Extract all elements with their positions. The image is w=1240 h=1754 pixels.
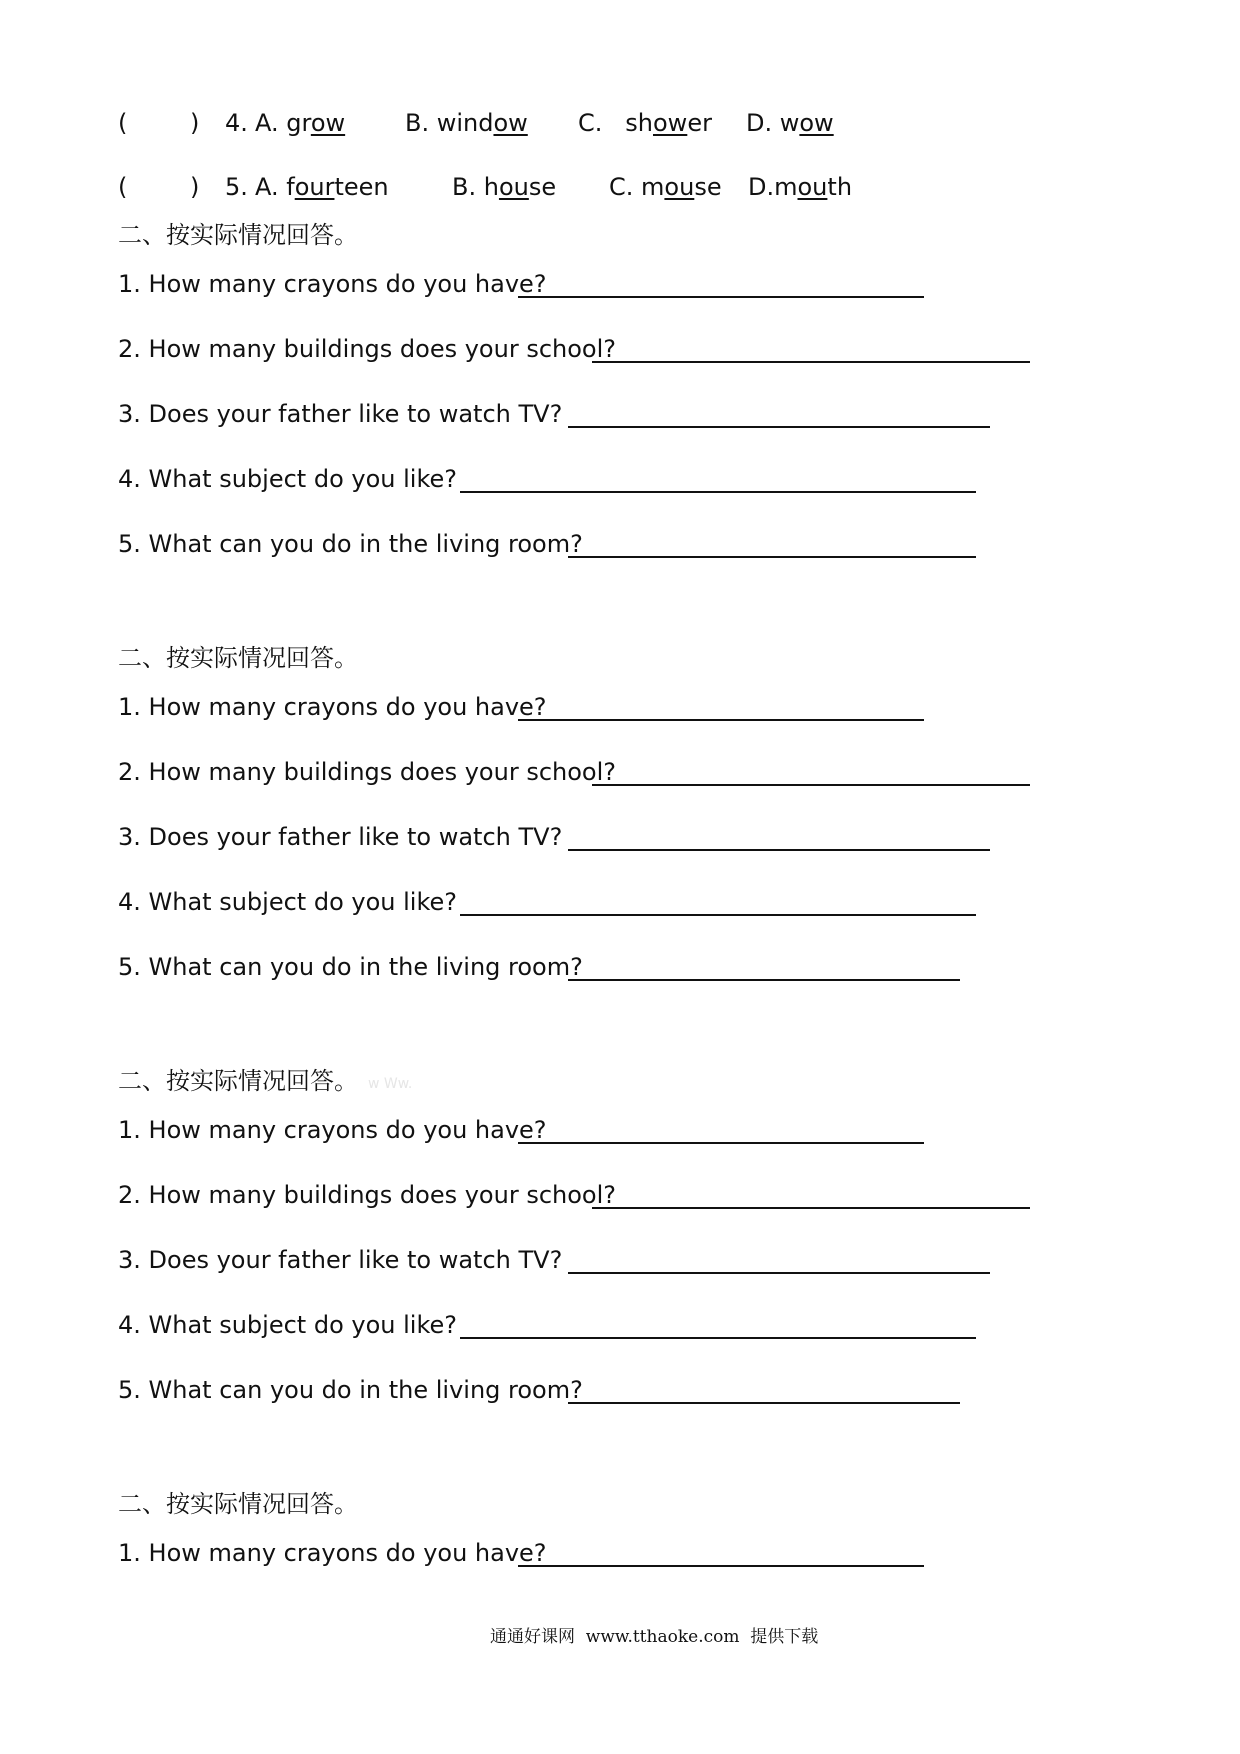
answer-line[interactable] (592, 1207, 1030, 1209)
question-text: 4. What subject do you like? (118, 888, 457, 916)
footer-credit: 通通好课网 www.tthaoke.com 提供下载 (490, 1627, 819, 1647)
section-heading: 二、按实际情况回答。 (118, 1067, 358, 1095)
answer-bracket-close: ) (190, 173, 200, 201)
option-d: D.mouth (748, 173, 853, 201)
answer-bracket-open: ( (118, 173, 128, 201)
section-heading: 二、按实际情况回答。 (118, 644, 358, 672)
question-text: 5. What can you do in the living room? (118, 953, 583, 981)
answer-line[interactable] (518, 1565, 924, 1567)
question-text: 1. How many crayons do you have? (118, 270, 547, 298)
question-text: 4. What subject do you like? (118, 465, 457, 493)
question-text: 2. How many buildings does your school? (118, 758, 616, 786)
answer-line[interactable] (460, 1337, 976, 1339)
option-c: C. mouse (609, 173, 722, 201)
question-text: 5. What can you do in the living room? (118, 530, 583, 558)
option-b: B. window (405, 109, 528, 137)
answer-line[interactable] (568, 556, 976, 558)
answer-bracket-close: ) (190, 109, 200, 137)
answer-line[interactable] (518, 719, 924, 721)
option-a: A. fourteen (255, 173, 389, 201)
answer-line[interactable] (518, 1142, 924, 1144)
option-d: D. wow (746, 109, 834, 137)
question-text: 2. How many buildings does your school? (118, 1181, 616, 1209)
answer-line[interactable] (460, 914, 976, 916)
answer-line[interactable] (592, 784, 1030, 786)
answer-line[interactable] (568, 1402, 960, 1404)
question-text: 1. How many crayons do you have? (118, 693, 547, 721)
answer-line[interactable] (568, 979, 960, 981)
question-text: 3. Does your father like to watch TV? (118, 400, 563, 428)
faint-watermark: w Ww. (368, 1076, 413, 1092)
answer-line[interactable] (568, 426, 990, 428)
question-number: 4. (225, 109, 248, 137)
answer-line[interactable] (518, 296, 924, 298)
section-heading: 二、按实际情况回答。 (118, 1490, 358, 1518)
answer-line[interactable] (568, 849, 990, 851)
question-text: 3. Does your father like to watch TV? (118, 823, 563, 851)
question-text: 5. What can you do in the living room? (118, 1376, 583, 1404)
answer-line[interactable] (460, 491, 976, 493)
option-a: A. grow (255, 109, 346, 137)
question-text: 4. What subject do you like? (118, 1311, 457, 1339)
question-number: 5. (225, 173, 248, 201)
section-heading: 二、按实际情况回答。 (118, 221, 358, 249)
question-text: 1. How many crayons do you have? (118, 1116, 547, 1144)
option-b: B. house (452, 173, 557, 201)
question-text: 3. Does your father like to watch TV? (118, 1246, 563, 1274)
question-text: 1. How many crayons do you have? (118, 1539, 547, 1567)
answer-line[interactable] (568, 1272, 990, 1274)
question-text: 2. How many buildings does your school? (118, 335, 616, 363)
answer-line[interactable] (592, 361, 1030, 363)
answer-bracket-open: ( (118, 109, 128, 137)
option-c: C. shower (578, 109, 712, 137)
